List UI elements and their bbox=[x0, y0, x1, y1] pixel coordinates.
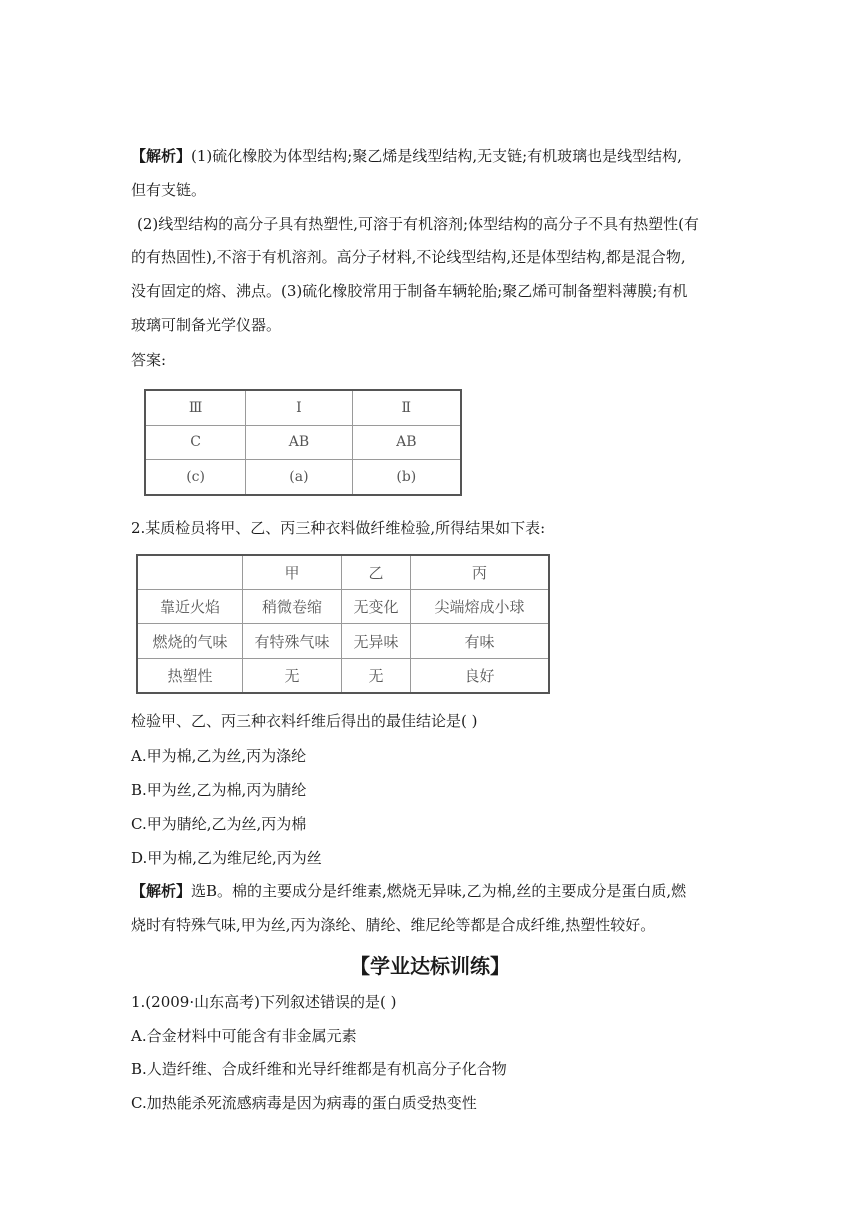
analysis-1-line-2: 但有支链。 bbox=[131, 181, 207, 199]
table-cell: 有味 bbox=[411, 624, 550, 658]
answer-table bbox=[144, 389, 462, 496]
table-cell: 无 bbox=[342, 658, 411, 693]
table-row bbox=[137, 658, 549, 693]
analysis-1-line-3: (2)线型结构的高分子具有热塑性,可溶于有机溶剂;体型结构的高分子不具有热塑性(有 bbox=[137, 215, 699, 233]
table-row bbox=[137, 624, 549, 658]
table-header-cell bbox=[137, 555, 243, 590]
table-cell: 有特殊气味 bbox=[243, 624, 342, 658]
table-cell: 尖端熔成小球 bbox=[411, 590, 550, 624]
table-row bbox=[137, 590, 549, 624]
analysis-2-line-1 bbox=[131, 881, 686, 901]
analysis-1-line-1 bbox=[131, 146, 682, 166]
analysis-text: (1)硫化橡胶为体型结构;聚乙烯是线型结构,无支链;有机玻璃也是线型结构, bbox=[191, 147, 682, 165]
question-2-stem: 2.某质检员将甲、乙、丙三种衣料做纤维检验,所得结果如下表: bbox=[131, 519, 546, 537]
table-cell: 无异味 bbox=[342, 624, 411, 658]
analysis-2-line-2: 烧时有特殊气味,甲为丝,丙为涤纶、腈纶、维尼纶等都是合成纤维,热塑性较好。 bbox=[131, 916, 656, 934]
table-cell: 燃烧的气味 bbox=[137, 624, 243, 658]
option-b: B.甲为丝,乙为棉,丙为腈纶 bbox=[131, 781, 307, 799]
analysis-text: 选B。棉的主要成分是纤维素,燃烧无异味,乙为棉,丝的主要成分是蛋白质,燃 bbox=[191, 882, 687, 900]
table-cell: C bbox=[145, 425, 246, 460]
table-cell: AB bbox=[352, 425, 461, 460]
table-row bbox=[145, 390, 461, 425]
analysis-label: 【解析】 bbox=[131, 147, 192, 165]
table-cell: 无变化 bbox=[342, 590, 411, 624]
table-cell: 靠近火焰 bbox=[137, 590, 243, 624]
analysis-1-line-5: 没有固定的熔、沸点。(3)硫化橡胶常用于制备车辆轮胎;聚乙烯可制备塑料薄膜;有机 bbox=[131, 282, 688, 300]
table-header-row bbox=[137, 555, 549, 590]
table-row bbox=[145, 460, 461, 495]
table-cell: Ⅲ bbox=[145, 390, 246, 425]
practice-option-b: B.人造纤维、合成纤维和光导纤维都是有机高分子化合物 bbox=[131, 1060, 507, 1078]
table-cell: Ⅰ bbox=[246, 390, 352, 425]
section-heading: 【学业达标训练】 bbox=[350, 954, 510, 978]
table-cell: (a) bbox=[246, 460, 352, 495]
table-header-cell: 乙 bbox=[342, 555, 411, 590]
table-cell: 稍微卷缩 bbox=[243, 590, 342, 624]
analysis-1-line-4: 的有热固性),不溶于有机溶剂。高分子材料,不论线型结构,还是体型结构,都是混合物, bbox=[131, 248, 686, 266]
option-a: A.甲为棉,乙为丝,丙为涤纶 bbox=[131, 747, 307, 765]
analysis-1-line-6: 玻璃可制备光学仪器。 bbox=[131, 316, 282, 334]
table-cell: (c) bbox=[145, 460, 246, 495]
option-c: C.甲为腈纶,乙为丝,丙为棉 bbox=[131, 815, 307, 833]
table-cell: 无 bbox=[243, 658, 342, 693]
analysis-label: 【解析】 bbox=[131, 882, 192, 900]
practice-option-a: A.合金材料中可能含有非金属元素 bbox=[131, 1027, 357, 1045]
table-cell: Ⅱ bbox=[352, 390, 461, 425]
question-2-prompt: 检验甲、乙、丙三种衣料纤维后得出的最佳结论是( ) bbox=[131, 712, 478, 730]
table-cell: 良好 bbox=[411, 658, 550, 693]
option-d: D.甲为棉,乙为维尼纶,丙为丝 bbox=[131, 849, 322, 867]
table-header-cell: 甲 bbox=[243, 555, 342, 590]
table-cell: 热塑性 bbox=[137, 658, 243, 693]
table-cell: AB bbox=[246, 425, 352, 460]
answer-label: 答案: bbox=[131, 351, 167, 369]
table-header-cell: 丙 bbox=[411, 555, 550, 590]
table-cell: (b) bbox=[352, 460, 461, 495]
fiber-test-table bbox=[136, 554, 550, 694]
practice-question-1: 1.(2009·山东高考)下列叙述错误的是( ) bbox=[131, 993, 397, 1011]
practice-option-c: C.加热能杀死流感病毒是因为病毒的蛋白质受热变性 bbox=[131, 1094, 477, 1112]
table-row bbox=[145, 425, 461, 460]
